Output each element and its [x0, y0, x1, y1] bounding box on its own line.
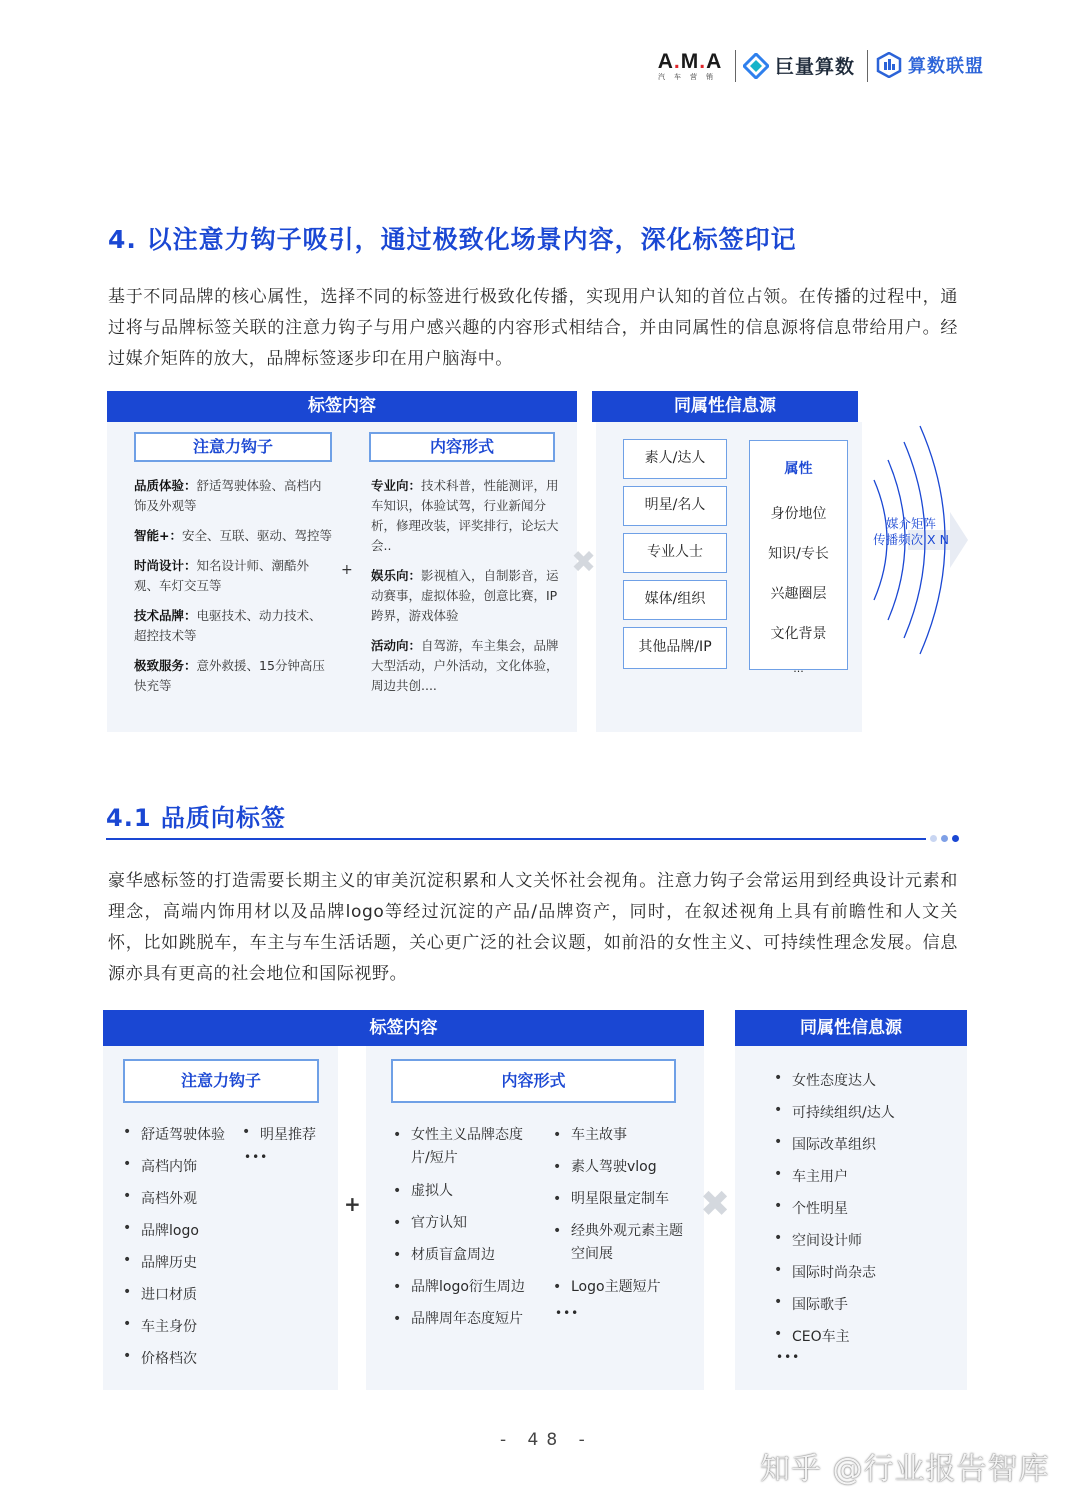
media-matrix-label: 媒介矩阵 传播频次 X N	[873, 516, 949, 547]
form-item: • 材质盲盒周边	[393, 1244, 533, 1276]
form-title: 内容形式	[369, 432, 555, 462]
section-4-1-title: 4.1 品质向标签	[106, 804, 286, 832]
form-item: • Logo主题短片	[553, 1276, 693, 1302]
hook-item: 极致服务：意外救援、15分钟高压快充等	[134, 658, 325, 693]
hook-item: • 高档外观	[123, 1188, 243, 1220]
hook-item: • 价格档次	[123, 1348, 243, 1380]
juliang-diamond-icon	[743, 53, 769, 79]
form-item: • 品牌周年态度短片	[393, 1308, 533, 1340]
source-item: 其他品牌/IP	[623, 627, 727, 669]
section-4-1-paragraph: 豪华感标签的打造需要长期主义的审美沉淀积累和人文关怀社会视角。注意力钩子会常运用到经典设计元素和理念，高端内饰用材以及品牌logo等经过沉淀的产品/品牌资产，同时，在叙述视角上具有前瞻性和人文关怀，比如跳脱车，车主与车生活话题，关心更广泛的社会议题，如前沿的女性主义、可持续性理念发展。信息源亦具有更高的社会地位和国际视野。	[108, 871, 958, 984]
multiply-icon: ✖	[700, 1184, 731, 1225]
hooks-list	[123, 1124, 243, 1380]
suanshu-logo: 算数联盟	[876, 52, 984, 78]
hook-item: • 高档内饰	[123, 1156, 243, 1188]
header-divider	[735, 50, 736, 82]
form-item: 娱乐向：影视植入，自制影音，运动赛事，虚拟体验，创意比赛，IP跨界，游戏体验	[371, 568, 559, 623]
attribute-item: 知识/专长	[768, 546, 829, 562]
form-item: • 素人驾驶vlog	[553, 1156, 693, 1188]
section-4-paragraph: 基于不同品牌的核心属性，选择不同的标签进行极致化传播，实现用户认知的首位占领。在传播的过程中，通过将与品牌标签关联的注意力钩子与用户感兴趣的内容形式相结合，并由同属性的信息源将信息带给用户。经过媒介矩阵的放大，品牌标签逐步印在用户脑海中。	[108, 287, 958, 369]
label-content-bar: 标签内容	[103, 1010, 704, 1046]
suanshu-hex-icon	[876, 52, 902, 78]
source-item: 媒体/组织	[623, 580, 727, 620]
source-item: 明星/名人	[623, 486, 727, 526]
hooks-more: •••	[244, 1150, 269, 1164]
plus-sign: +	[344, 1192, 361, 1216]
source-item: • 车主用户	[774, 1166, 954, 1198]
hook-item: • 进口材质	[123, 1284, 243, 1316]
hook-item: 技术品牌：电驱技术、动力技术、超控技术等	[134, 608, 322, 643]
source-item: • 空间设计师	[774, 1230, 954, 1262]
section-dots	[930, 835, 959, 842]
hook-item: 智能+：安全、互联、驱动、驾控等	[134, 528, 332, 543]
hook-title: 注意力钩子	[123, 1059, 319, 1103]
form-item: • 明星限量定制车	[553, 1188, 693, 1220]
source-item: • 个性明星	[774, 1198, 954, 1230]
section-4-title: 4. 以注意力钩子吸引，通过极致化场景内容，深化标签印记	[108, 225, 797, 254]
section-rule	[106, 838, 926, 840]
form-item: • 虚拟人	[393, 1180, 533, 1212]
hook-item: • 舒适驾驶体验	[123, 1124, 243, 1156]
hooks-list-2	[242, 1124, 332, 1164]
source-item: 专业人士	[623, 533, 727, 573]
source-bar: 同属性信息源	[592, 391, 858, 422]
attribute-title: 属性	[784, 461, 813, 477]
form-item: • 经典外观元素主题空间展	[553, 1220, 693, 1276]
source-item: • CEO车主	[774, 1326, 954, 1350]
forms-more: •••	[555, 1306, 580, 1320]
sources-list	[774, 1070, 954, 1364]
sources-more: •••	[776, 1350, 801, 1364]
ama-subtitle: 汽车营销	[658, 73, 722, 81]
watermark: 知乎 @行业报告智库	[760, 1452, 1050, 1487]
attribute-item: 文化背景	[770, 626, 827, 642]
multiply-icon: ✖	[571, 545, 597, 580]
hook-item: • 车主身份	[123, 1316, 243, 1348]
form-title: 内容形式	[391, 1059, 676, 1103]
form-item: 专业向：技术科普，性能测评，用车知识，体验试驾，行业新闻分析，修理改装，评奖排行，论坛大会..	[371, 478, 559, 553]
source-item: • 国际时尚杂志	[774, 1262, 954, 1294]
label-content-bar: 标签内容	[107, 391, 577, 422]
form-item: • 女性主义品牌态度片/短片	[393, 1124, 533, 1180]
source-bar: 同属性信息源	[735, 1010, 967, 1046]
form-item: • 车主故事	[553, 1124, 693, 1156]
ama-logo: A.M.A 汽车营销	[650, 50, 730, 82]
hook-title: 注意力钩子	[134, 432, 332, 462]
form-item: • 官方认知	[393, 1212, 533, 1244]
form-item: 活动向：自驾游，车主集会，品牌大型活动，户外活动，文化体验，周边共创....	[371, 638, 559, 693]
plus-sign: +	[341, 562, 353, 578]
source-item: • 女性态度达人	[774, 1070, 954, 1102]
hook-item: 时尚设计：知名设计师、潮酷外观、车灯交互等	[134, 558, 310, 593]
forms-list-2	[553, 1124, 693, 1325]
forms-list	[371, 476, 561, 706]
hooks-list	[134, 476, 334, 706]
source-item: • 可持续组织/达人	[774, 1102, 954, 1134]
hook-item: 品质体验：舒适驾驶体验、高档内饰及外观等	[134, 478, 322, 513]
form-item: • 品牌logo衍生周边	[393, 1276, 533, 1308]
hook-item: • 明星推荐	[242, 1124, 332, 1150]
header-divider-2	[867, 50, 868, 82]
source-item: 素人/达人	[623, 439, 727, 479]
hook-item: • 品牌logo	[123, 1220, 243, 1252]
source-item: • 国际歌手	[774, 1294, 954, 1326]
hook-item: • 品牌历史	[123, 1252, 243, 1284]
attribute-item: 身份地位	[770, 506, 827, 522]
source-item: • 国际改革组织	[774, 1134, 954, 1166]
forms-list	[393, 1124, 533, 1340]
juliang-logo: 巨量算数	[743, 52, 855, 79]
attribute-more: ...	[793, 662, 804, 675]
page-number: - 48 -	[500, 1430, 593, 1450]
attribute-item: 兴趣圈层	[770, 586, 827, 602]
